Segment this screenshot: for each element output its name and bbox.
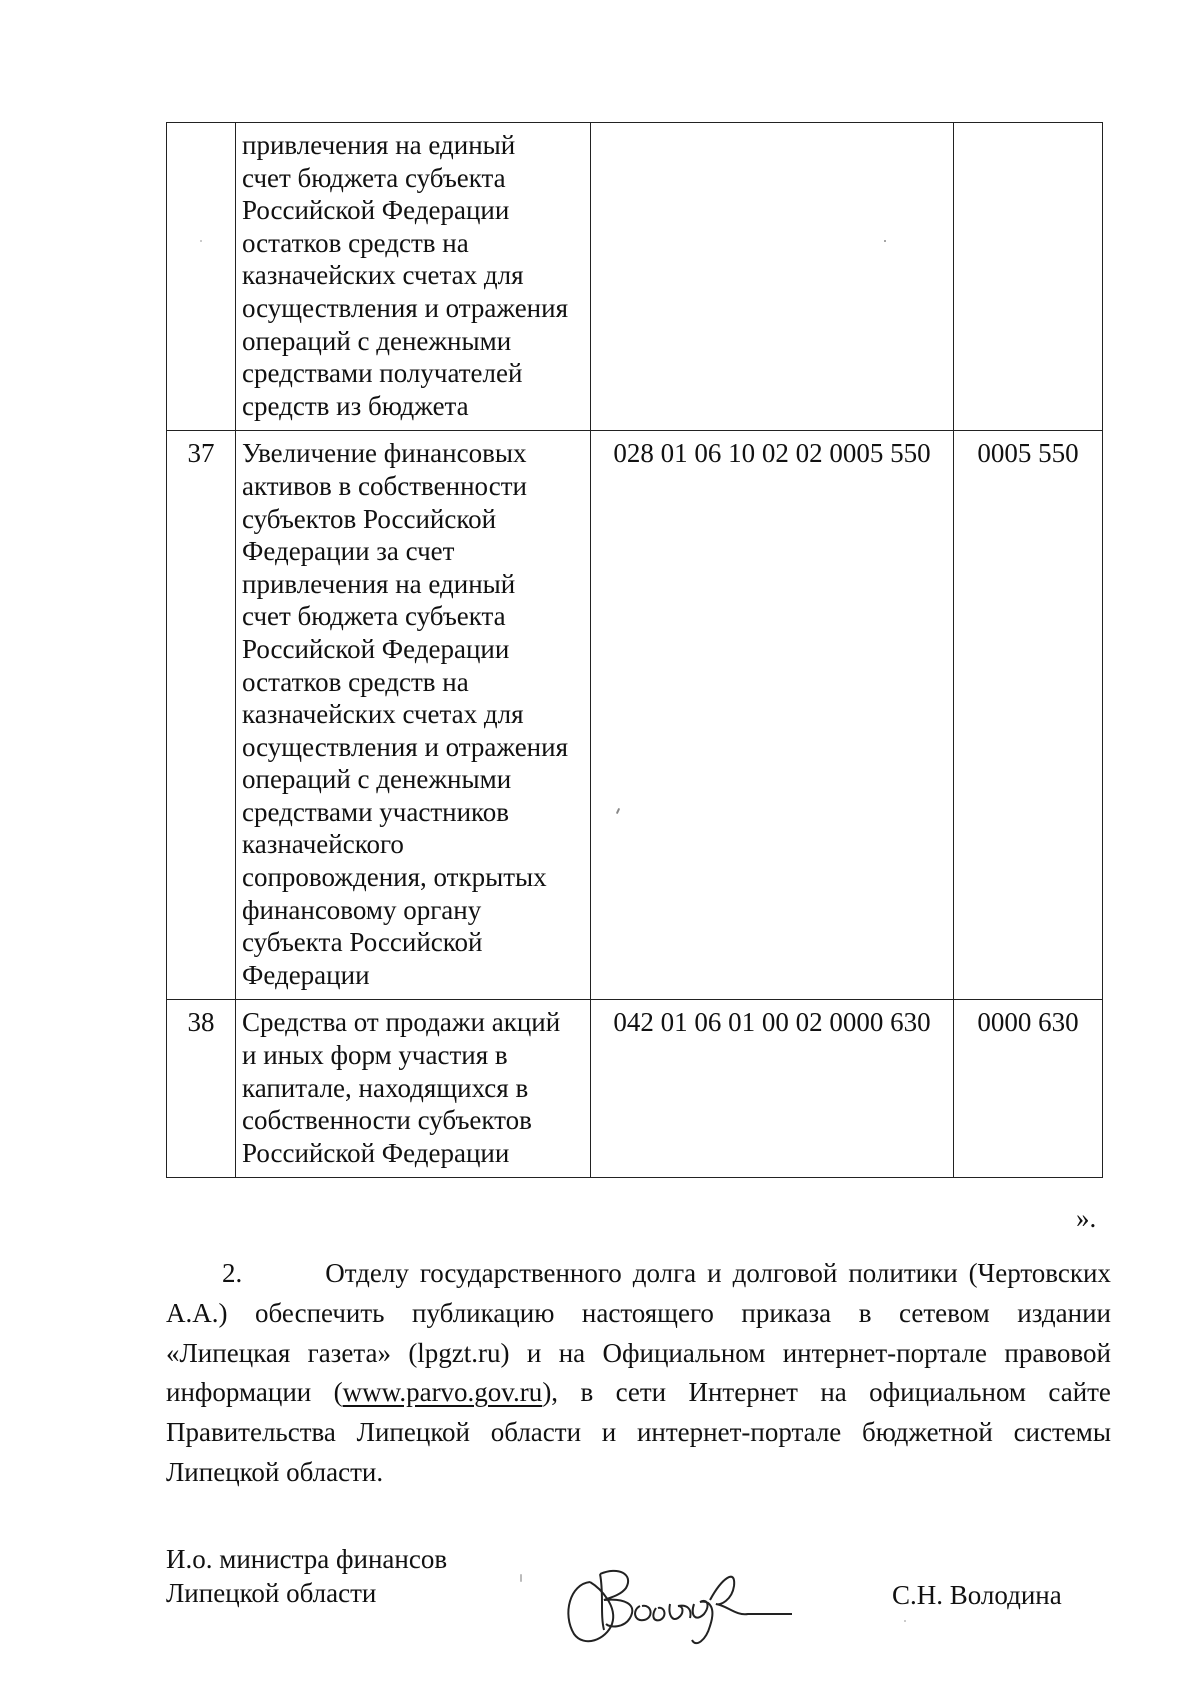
name-line: казначейских счетах для — [242, 699, 524, 730]
name-line: операций с денежными — [242, 325, 512, 356]
paragraph-word: информации — [166, 1377, 312, 1408]
row-short-code-cell: 0000 630 — [954, 1000, 1103, 1178]
paragraph-word: в — [580, 1377, 594, 1408]
name-line: собственности субъектов — [242, 1105, 532, 1136]
row-number-cell: 37 — [167, 431, 236, 1000]
paragraph-word: системы — [1013, 1417, 1111, 1448]
name-line: счет бюджета субъекта — [242, 601, 506, 632]
portal-link[interactable]: www.parvo.gov.ru — [342, 1377, 543, 1408]
paragraph-word: правовой — [1004, 1337, 1111, 1368]
table-body — [167, 123, 1103, 1178]
signatory-position — [166, 1543, 447, 1610]
paragraph-word: сетевом — [899, 1297, 990, 1328]
table-row — [167, 123, 1103, 431]
paragraph-word: сайте — [1048, 1377, 1111, 1408]
paragraph-line — [166, 1334, 1111, 1374]
paragraph-word: в — [858, 1297, 872, 1328]
paragraph-word: долговой — [732, 1258, 838, 1288]
name-line: Российской Федерации — [242, 633, 510, 664]
paragraph-number: 2. — [222, 1258, 243, 1288]
name-line: привлечения на единый — [242, 568, 516, 599]
name-line: субъекта Российской — [242, 927, 483, 958]
name-line: Российской Федерации — [242, 195, 510, 226]
paragraph-word: долга — [632, 1258, 697, 1288]
name-line: осуществления и отражения — [242, 731, 569, 762]
paragraph-word: публикацию — [412, 1297, 555, 1328]
paragraph-word: интернет-портале — [782, 1337, 988, 1368]
row-code-cell: 042 01 06 01 00 02 0000 630 — [591, 1000, 954, 1178]
paragraph-line — [166, 1254, 1111, 1294]
paragraph-word: интернет-портале — [636, 1417, 842, 1448]
name-line: средствами участников — [242, 796, 510, 827]
paragraph-word: А.А.) — [166, 1297, 228, 1328]
name-line: осуществления и отражения — [242, 292, 569, 323]
row-number-cell — [167, 123, 236, 431]
paren: ( — [333, 1377, 343, 1408]
name-line: Федерации — [242, 959, 370, 990]
name-line: капитале, находящихся в — [242, 1072, 529, 1103]
name-line: Средства от продажи акций — [242, 1007, 561, 1038]
url-group — [334, 1373, 558, 1413]
budget-codes-table — [166, 122, 1103, 1178]
name-line: привлечения на единый — [242, 130, 516, 160]
scan-speck — [904, 1620, 906, 1622]
paragraph-word: приказа — [741, 1297, 832, 1328]
name-line: остатков средств на — [242, 666, 469, 697]
row-short-code-cell: 0005 550 — [954, 431, 1103, 1000]
paragraph-word: газета» — [307, 1337, 391, 1368]
position-line-1: И.о. министра финансов — [166, 1544, 448, 1574]
paragraph-line — [166, 1453, 1111, 1493]
paragraph-word: настоящего — [581, 1297, 714, 1328]
row-code-cell — [591, 123, 954, 431]
paragraph-word: и — [601, 1417, 617, 1448]
paragraph-word: (lpgzt.ru) — [408, 1337, 510, 1368]
paragraph-line — [166, 1373, 1111, 1413]
paragraph-word: Правительства — [166, 1417, 336, 1448]
paragraph-word: «Липецкая — [166, 1337, 291, 1368]
paragraph-word: бюджетной — [862, 1417, 993, 1448]
position-line-2: Липецкой области — [166, 1577, 377, 1608]
name-line: активов в собственности — [242, 470, 527, 501]
paragraph-word: Интернет — [688, 1377, 798, 1408]
closing-quote: ». — [1076, 1203, 1097, 1233]
name-line: казначейского — [242, 829, 404, 860]
paragraph-word: и — [526, 1337, 542, 1368]
row-code-cell: 028 01 06 10 02 02 0005 550 — [591, 431, 954, 1000]
name-line: остатков средств на — [242, 227, 469, 258]
scan-speck — [520, 1574, 522, 1582]
paragraph-word: Отделу — [325, 1258, 409, 1288]
name-line: и иных форм участия в — [242, 1040, 508, 1071]
paragraph-word: и — [707, 1258, 722, 1288]
handwritten-signature — [560, 1544, 820, 1654]
paragraph-word: на — [558, 1337, 586, 1368]
name-line: субъектов Российской — [242, 503, 497, 534]
paragraph-word: Липецкой области. — [166, 1456, 384, 1487]
name-line: финансовому органу — [242, 894, 482, 925]
row-name-cell — [236, 123, 591, 431]
table-row — [167, 431, 1103, 1000]
table-row — [167, 1000, 1103, 1178]
name-line: Российской Федерации — [242, 1137, 510, 1168]
paragraph-word: Липецкой — [356, 1417, 471, 1448]
paren: ), — [542, 1377, 559, 1408]
row-name-cell — [236, 1000, 591, 1178]
signatory-name: С.Н. Володина — [892, 1580, 1062, 1610]
paragraph-word: на — [820, 1377, 847, 1408]
paragraph-word: издании — [1017, 1297, 1111, 1328]
scan-speck — [200, 240, 202, 242]
paragraph-2 — [166, 1254, 1111, 1493]
row-number-cell: 38 — [167, 1000, 236, 1178]
name-line: счет бюджета субъекта — [242, 162, 506, 193]
paragraph-word: Официальном — [602, 1337, 766, 1368]
paragraph-line — [166, 1413, 1111, 1453]
paragraph-word: сети — [615, 1377, 667, 1408]
name-line: сопровождения, открытых — [242, 862, 547, 893]
row-short-code-cell — [954, 123, 1103, 431]
name-line: Федерации за счет — [242, 536, 455, 567]
name-line: средств из бюджета — [242, 390, 469, 421]
name-line: Увеличение финансовых — [242, 438, 527, 469]
paragraph-line — [166, 1294, 1111, 1334]
paragraph-word: официальном — [869, 1377, 1027, 1408]
paragraph-word: обеспечить — [255, 1297, 385, 1328]
paragraph-word: политики — [848, 1258, 958, 1288]
name-line: средствами получателей — [242, 358, 523, 389]
paragraph-word: области — [490, 1417, 582, 1448]
paragraph-word: (Чертовских — [968, 1258, 1111, 1288]
name-line: операций с денежными — [242, 764, 512, 795]
scan-speck — [884, 240, 886, 242]
name-line: казначейских счетах для — [242, 260, 524, 291]
paragraph-word: государственного — [419, 1258, 622, 1288]
row-name-cell — [236, 431, 591, 1000]
